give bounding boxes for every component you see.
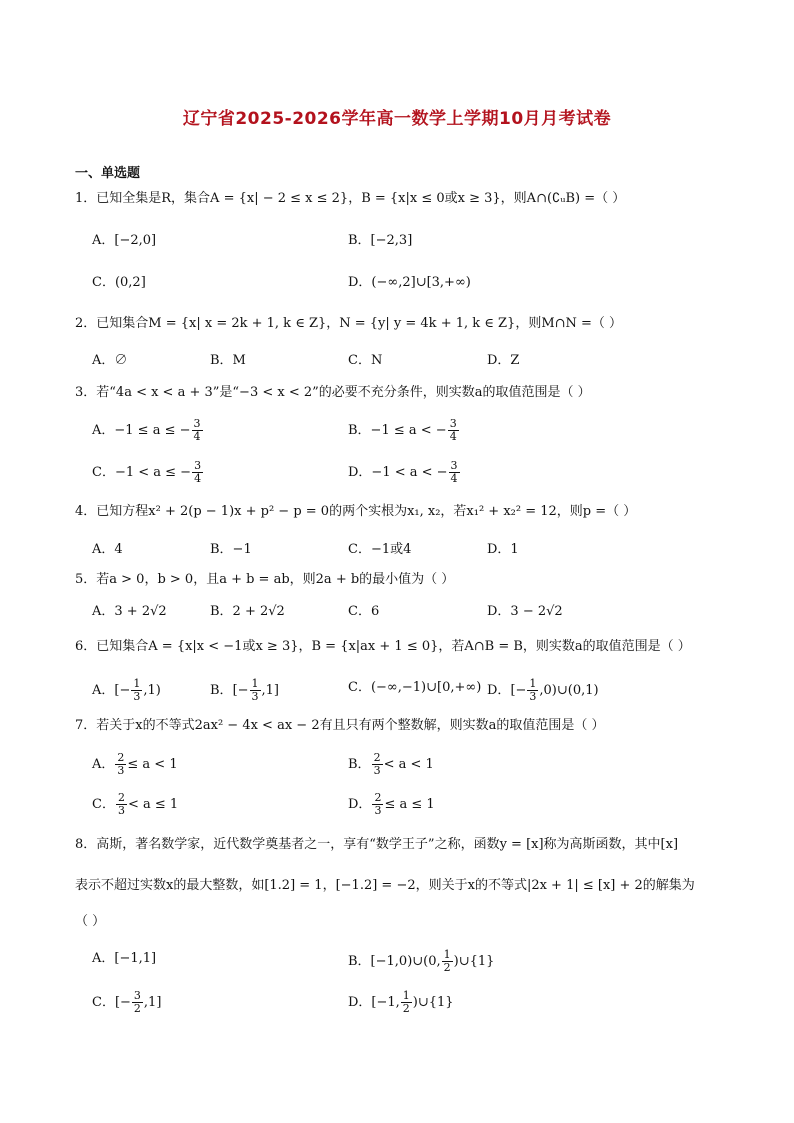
q7-option-a: A． $\frac{2}{3}$ ≤ a < 1: [92, 751, 178, 777]
q4-option-b: B．−1: [210, 542, 252, 557]
page-title: 辽宁省2025-2026学年高一数学上学期10月月考试卷: [182, 109, 612, 129]
q1-option-b: B．[−2,3]: [348, 233, 413, 248]
fraction: $\frac{1}{3}$: [251, 677, 259, 703]
fraction: $\frac{2}{3}$: [374, 791, 382, 817]
fraction: $\frac{3}{4}$: [194, 459, 202, 485]
q2-option-c: C．N: [348, 353, 383, 368]
fraction: $\frac{2}{3}$: [117, 751, 125, 777]
q4-option-a: A．4: [92, 542, 123, 557]
q6-option-a: A．[− $\frac{1}{3}$ ,1): [92, 677, 161, 703]
q1-option-d: D．(−∞,2]∪[3,+∞): [348, 275, 471, 290]
fraction: $\frac{1}{3}$: [529, 677, 537, 703]
q5-option-c: C．6: [348, 604, 380, 619]
q2-option-b: B．M: [210, 353, 246, 368]
q8-option-c: C．[− $\frac{3}{2}$ ,1]: [92, 989, 162, 1015]
q4-option-c: C．−1或4: [348, 542, 412, 557]
q8-option-a: A．[−1,1]: [92, 951, 157, 966]
fraction: $\frac{1}{2}$: [443, 948, 451, 974]
question-1-stem: 1．已知全集是R，集合A = {x| − 2 ≤ x ≤ 2}，B = {x|x ≤ 0或x ≥ 3}，则A∩(∁ᵤB) =（ ）: [75, 191, 626, 206]
q5-option-a: A．3 + 2√2: [92, 604, 167, 619]
q2-option-a: A．∅: [92, 353, 128, 368]
q3-option-c: C．−1 < a ≤ − $\frac{3}{4}$: [92, 459, 202, 485]
q2-option-d: D．Z: [487, 353, 520, 368]
fraction: $\frac{3}{4}$: [450, 459, 458, 485]
fraction: $\frac{1}{3}$: [133, 677, 141, 703]
q3-option-a: A．−1 ≤ a ≤ − $\frac{3}{4}$: [92, 417, 201, 443]
q4-option-d: D．1: [487, 542, 519, 557]
section-heading: 一、单选题: [75, 166, 141, 181]
q6-option-d: D．[− $\frac{1}{3}$ ,0)∪(0,1): [487, 677, 599, 703]
q1-option-a: A．[−2,0]: [92, 233, 157, 248]
q6-option-c: C．(−∞,−1)∪[0,+∞): [348, 680, 482, 695]
fraction: $\frac{2}{3}$: [373, 751, 381, 777]
q6-option-b: B．[− $\frac{1}{3}$ ,1]: [210, 677, 280, 703]
question-5-stem: 5．若a > 0，b > 0，且a + b = ab，则2a + b的最小值为（ ）: [75, 572, 455, 587]
q3-option-b: B．−1 ≤ a < − $\frac{3}{4}$: [348, 417, 457, 443]
question-3-stem: 3．若“4a < x < a + 3”是“−3 < x < 2”的必要不充分条件，则实数a的取值范围是（ ）: [75, 385, 591, 400]
fraction: $\frac{3}{2}$: [133, 989, 141, 1015]
q3-option-d: D．−1 < a < − $\frac{3}{4}$: [348, 459, 458, 485]
fraction: $\frac{2}{3}$: [117, 791, 125, 817]
question-8-stem-line-2: 表示不超过实数x的最大整数，如[1.2] = 1，[−1.2] = −2，则关于x的不等式|2x + 1| ≤ [x] + 2的解集为: [75, 878, 695, 893]
question-6-stem: 6．已知集合A = {x|x < −1或x ≥ 3}，B = {x|ax + 1 ≤ 0}，若A∩B = B，则实数a的取值范围是（ ）: [75, 639, 691, 654]
question-8-stem-line-3: （ ）: [75, 914, 106, 929]
fraction: $\frac{3}{4}$: [449, 417, 457, 443]
q5-option-d: D．3 − 2√2: [487, 604, 563, 619]
fraction: $\frac{1}{2}$: [402, 989, 410, 1015]
fraction: $\frac{3}{4}$: [193, 417, 201, 443]
question-2-stem: 2．已知集合M = {x| x = 2k + 1, k ∈ Z}，N = {y| y = 4k + 1, k ∈ Z}，则M∩N =（ ）: [75, 316, 623, 331]
question-4-stem: 4．已知方程x² + 2(p − 1)x + p² − p = 0的两个实根为x₁, x₂，若x₁² + x₂² = 12，则p =（ ）: [75, 504, 637, 519]
q5-option-b: B．2 + 2√2: [210, 604, 285, 619]
q7-option-d: D． $\frac{2}{3}$ ≤ a ≤ 1: [348, 791, 435, 817]
q7-option-b: B． $\frac{2}{3}$ < a < 1: [348, 751, 434, 777]
question-7-stem: 7．若关于x的不等式2ax² − 4x < ax − 2有且只有两个整数解，则实数a的取值范围是（ ）: [75, 718, 605, 733]
q8-option-b: B．[−1,0)∪(0, $\frac{1}{2}$ )∪{1}: [348, 948, 495, 974]
q1-option-c: C．(0,2]: [92, 275, 146, 290]
question-8-stem-line-1: 8．高斯，著名数学家，近代数学奠基者之一，享有“数学王子”之称，函数y = [x]称为高斯函数，其中[x]: [75, 837, 679, 852]
q8-option-d: D．[−1, $\frac{1}{2}$ )∪{1}: [348, 989, 454, 1015]
q7-option-c: C． $\frac{2}{3}$ < a ≤ 1: [92, 791, 179, 817]
